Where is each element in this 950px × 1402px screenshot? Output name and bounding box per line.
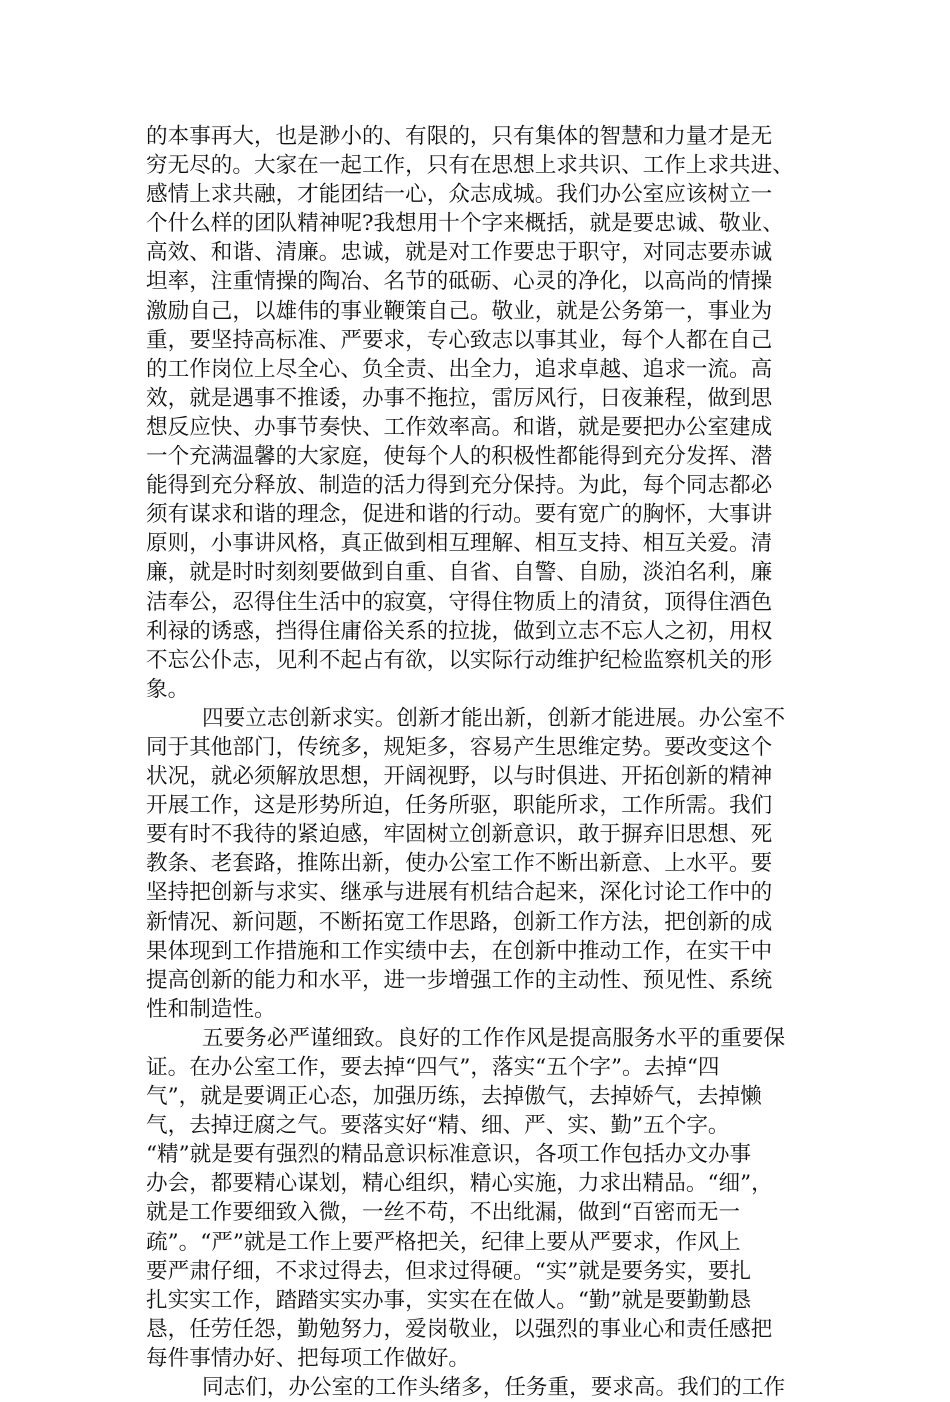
text-line: 扎实实工作，踏踏实实办事，实实在在做人。“勤”就是要勤勤恳 bbox=[146, 1287, 752, 1313]
text-line: 新情况、新问题，不断拓宽工作思路，创新工作方法，把创新的成 bbox=[146, 909, 773, 935]
text-line: 办会，都要精心谋划，精心组织，精心实施，力求出精品。“细”， bbox=[146, 1171, 773, 1197]
document-page bbox=[146, 122, 818, 1402]
text-line: 感情上求共融，才能团结一心，众志成城。我们办公室应该树立一 bbox=[146, 182, 773, 208]
text-line: 证。在办公室工作，要去掉“四气”，落实“五个字”。去掉“四 bbox=[146, 1055, 720, 1080]
text-line: 利禄的诱惑，挡得住庸俗关系的拉拢，做到立志不忘人之初，用权 bbox=[146, 618, 773, 644]
text-line: 一个充满温馨的大家庭，使每个人的积极性都能得到充分发挥、潜 bbox=[146, 444, 773, 470]
text-line: 四要立志创新求实。创新才能出新，创新才能进展。办公室不 bbox=[202, 705, 786, 731]
text-line: 穷无尽的。大家在一起工作，只有在思想上求共识、工作上求共进、 bbox=[146, 153, 794, 179]
text-line: 提高创新的能力和水平，进一步增强工作的主动性、预见性、系统 bbox=[146, 967, 773, 993]
text-line: 个什么样的团队精神呢?我想用十个字来概括，就是要忠诚、敬业、 bbox=[146, 211, 784, 237]
text-line: “精”就是要有强烈的精品意识标准意识，各项工作包括办文办事 bbox=[146, 1142, 752, 1168]
text-line: 五要务必严谨细致。良好的工作作风是提高服务水平的重要保 bbox=[202, 1025, 786, 1051]
text-line: 的本事再大，也是渺小的、有限的，只有集体的智慧和力量才是无 bbox=[146, 124, 773, 149]
text-line: 气，去掉迂腐之气。要落实好“精、细、严、实、勤”五个字。 bbox=[146, 1113, 730, 1139]
text-line: 激励自己，以雄伟的事业鞭策自己。敬业，就是公务第一，事业为 bbox=[146, 298, 773, 324]
text-line: 须有谋求和谐的理念，促进和谐的行动。要有宽广的胸怀，大事讲 bbox=[146, 502, 773, 528]
text-line: 原则，小事讲风格，真正做到相互理解、相互支持、相互关爱。清 bbox=[146, 531, 773, 557]
text-line: 同于其他部门，传统多，规矩多，容易产生思维定势。要改变这个 bbox=[146, 734, 773, 760]
text-line: 的工作岗位上尽全心、负全责、出全力，追求卓越、追求一流。高 bbox=[146, 356, 773, 382]
text-line: 疏”。“严”就是工作上要严格把关，纪律上要从严要求，作风上 bbox=[146, 1229, 741, 1255]
text-line: 教条、老套路，推陈出新，使办公室工作不断出新意、上水平。要 bbox=[146, 851, 773, 877]
text-line: 不忘公仆志，见利不起占有欲，以实际行动维护纪检监察机关的形 bbox=[146, 647, 773, 673]
text-line: 同志们，办公室的工作头绪多，任务重，要求高。我们的工作 bbox=[202, 1375, 786, 1401]
text-line: 高效、和谐、清廉。忠诚，就是对工作要忠于职守，对同志要赤诚 bbox=[146, 240, 773, 266]
text-line: 廉，就是时时刻刻要做到自重、自省、自警、自励，淡泊名利，廉 bbox=[146, 560, 773, 586]
text-line: 要有时不我待的紧迫感，牢固树立创新意识，敢于摒弃旧思想、死 bbox=[146, 822, 773, 848]
text-line: 就是工作要细致入微，一丝不苟，不出纰漏，做到“百密而无一 bbox=[146, 1200, 741, 1226]
text-line: 果体现到工作措施和工作实绩中去，在创新中推动工作，在实干中 bbox=[146, 938, 773, 964]
text-line: 性和制造性。 bbox=[146, 996, 276, 1022]
text-line: 坦率，注重情操的陶冶、名节的砥砺、心灵的净化，以高尚的情操 bbox=[146, 269, 773, 295]
text-line: 气”，就是要调正心态，加强历练，去掉傲气，去掉娇气，去掉懒 bbox=[146, 1084, 762, 1110]
text-line: 效，就是遇事不推诿，办事不拖拉，雷厉风行，日夜兼程，做到思 bbox=[146, 385, 773, 411]
text-line: 坚持把创新与求实、继承与进展有机结合起来，深化讨论工作中的 bbox=[146, 880, 773, 906]
text-line: 每件事情办好、把每项工作做好。 bbox=[146, 1345, 470, 1371]
text-line: 状况，就必须解放思想，开阔视野，以与时俱进、开拓创新的精神 bbox=[146, 764, 773, 790]
text-line: 能得到充分释放、制造的活力得到充分保持。为此，每个同志都必 bbox=[146, 473, 773, 499]
text-line: 象。 bbox=[146, 676, 190, 702]
text-line: 重，要坚持高标准、严要求，专心致志以事其业，每个人都在自己 bbox=[146, 327, 773, 353]
text-line: 洁奉公，忍得住生活中的寂寞，守得住物质上的清贫，顶得住酒色 bbox=[146, 589, 773, 615]
text-line: 开展工作，这是形势所迫，任务所驱，职能所求，工作所需。我们 bbox=[146, 793, 773, 819]
text-line: 要严肃仔细，不求过得去，但求过得硬。“实”就是要务实，要扎 bbox=[146, 1258, 752, 1284]
text-line: 想反应快、办事节奏快、工作效率高。和谐，就是要把办公室建成 bbox=[146, 414, 773, 440]
text-line: 恳，任劳任怨，勤勉努力，爱岗敬业，以强烈的事业心和责任感把 bbox=[146, 1316, 773, 1342]
